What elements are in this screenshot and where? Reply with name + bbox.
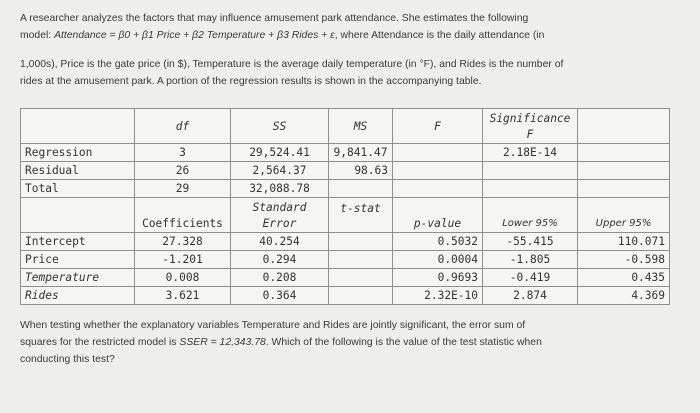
question-text bbox=[20, 317, 688, 368]
f-cell bbox=[393, 162, 483, 180]
model-equation: Attendance = β0 + β1 Price + β2 Temperature + β3 Rides + ε bbox=[54, 30, 335, 41]
p-value-cell: 0.5032 bbox=[393, 233, 483, 251]
anova-row-regression bbox=[21, 144, 670, 162]
blank-cell bbox=[578, 144, 670, 162]
coefficient-cell: 3.621 bbox=[135, 287, 231, 305]
coef-header-coefficients: Coefficients bbox=[135, 198, 231, 233]
question-line-1: When testing whether the explanatory variables Temperature and Rides are jointly significant, the error sum of bbox=[20, 320, 526, 331]
anova-header-blank-right bbox=[578, 109, 670, 144]
coef-header-t-stat: t-stat bbox=[329, 198, 393, 233]
error-label: Error bbox=[262, 217, 297, 230]
anova-row-residual bbox=[21, 162, 670, 180]
lower-95-cell: -55.415 bbox=[483, 233, 578, 251]
significance-cell bbox=[483, 162, 578, 180]
t-stat-cell bbox=[329, 287, 393, 305]
t-stat-cell bbox=[329, 233, 393, 251]
coef-header-blank bbox=[21, 198, 135, 233]
sse-restricted-value: SSER = 12,343.78 bbox=[179, 337, 266, 348]
p-value-cell: 2.32E-10 bbox=[393, 287, 483, 305]
ss-cell: 2,564.37 bbox=[231, 162, 329, 180]
upper-95-cell: 110.071 bbox=[578, 233, 670, 251]
row-label: Rides bbox=[21, 287, 135, 305]
f-cell bbox=[393, 180, 483, 198]
coef-row-intercept bbox=[21, 233, 670, 251]
problem-intro bbox=[20, 10, 688, 44]
coef-row-temperature bbox=[21, 269, 670, 287]
intro-line-4: rides at the amusement park. A portion of the regression results is shown in the accompanying table. bbox=[20, 76, 482, 87]
coefficient-cell: 27.328 bbox=[135, 233, 231, 251]
anova-header-row bbox=[21, 109, 670, 144]
anova-row-total bbox=[21, 180, 670, 198]
t-stat-cell bbox=[329, 269, 393, 287]
anova-header-ss: SS bbox=[231, 109, 329, 144]
df-cell: 29 bbox=[135, 180, 231, 198]
anova-header-df: df bbox=[135, 109, 231, 144]
ms-cell: 9,841.47 bbox=[329, 144, 393, 162]
ss-cell: 32,088.78 bbox=[231, 180, 329, 198]
anova-header-f: F bbox=[393, 109, 483, 144]
anova-header-ms: MS bbox=[329, 109, 393, 144]
question-line-2-prefix: squares for the restricted model is bbox=[20, 337, 180, 348]
significance-cell: 2.18E-14 bbox=[483, 144, 578, 162]
coefficient-cell: 0.008 bbox=[135, 269, 231, 287]
p-value-cell: 0.9693 bbox=[393, 269, 483, 287]
significance-label: Significance bbox=[489, 112, 571, 125]
f-cell bbox=[393, 144, 483, 162]
significance-cell bbox=[483, 180, 578, 198]
standard-error-cell: 0.208 bbox=[231, 269, 329, 287]
ms-cell: 98.63 bbox=[329, 162, 393, 180]
regression-results-table bbox=[20, 108, 670, 305]
model-prefix: model: bbox=[20, 30, 55, 41]
anova-header-blank bbox=[21, 109, 135, 144]
intro-line-2-suffix: , where Attendance is the daily attendance (in bbox=[334, 30, 545, 41]
row-label: Regression bbox=[21, 144, 135, 162]
t-stat-cell bbox=[329, 251, 393, 269]
blank-cell bbox=[578, 180, 670, 198]
question-line-2 bbox=[20, 334, 688, 351]
coefficient-cell: -1.201 bbox=[135, 251, 231, 269]
intro-line-2 bbox=[20, 27, 688, 44]
standard-error-cell: 40.254 bbox=[231, 233, 329, 251]
coef-header-upper-95: Upper 95% bbox=[578, 198, 670, 233]
coef-header-standard-error bbox=[231, 198, 329, 233]
df-cell: 26 bbox=[135, 162, 231, 180]
intro-line-3: 1,000s), Price is the gate price (in $), Temperature is the average daily temperature (in °F), and Rides is the number of bbox=[20, 59, 564, 70]
row-label: Total bbox=[21, 180, 135, 198]
significance-f-label: F bbox=[526, 128, 534, 141]
upper-95-cell: -0.598 bbox=[578, 251, 670, 269]
coef-header-row bbox=[21, 198, 670, 233]
lower-95-cell: -0.419 bbox=[483, 269, 578, 287]
problem-variables bbox=[20, 56, 688, 90]
question-line-2-suffix: . Which of the following is the value of the test statistic when bbox=[265, 337, 542, 348]
p-value-cell: 0.0004 bbox=[393, 251, 483, 269]
row-label: Price bbox=[21, 251, 135, 269]
row-label: Residual bbox=[21, 162, 135, 180]
lower-95-cell: -1.805 bbox=[483, 251, 578, 269]
row-label: Temperature bbox=[21, 269, 135, 287]
coef-row-rides bbox=[21, 287, 670, 305]
anova-header-significance-f bbox=[483, 109, 578, 144]
df-cell: 3 bbox=[135, 144, 231, 162]
upper-95-cell: 4.369 bbox=[578, 287, 670, 305]
standard-label: Standard bbox=[252, 201, 307, 214]
coef-row-price bbox=[21, 251, 670, 269]
lower-95-cell: 2.874 bbox=[483, 287, 578, 305]
standard-error-cell: 0.364 bbox=[231, 287, 329, 305]
ss-cell: 29,524.41 bbox=[231, 144, 329, 162]
row-label: Intercept bbox=[21, 233, 135, 251]
intro-line-1: A researcher analyzes the factors that may influence amusement park attendance. She estimates the following bbox=[20, 13, 529, 24]
question-line-3: conducting this test? bbox=[20, 354, 115, 365]
blank-cell bbox=[578, 162, 670, 180]
standard-error-cell: 0.294 bbox=[231, 251, 329, 269]
coef-header-p-value: p-value bbox=[393, 198, 483, 233]
upper-95-cell: 0.435 bbox=[578, 269, 670, 287]
ms-cell bbox=[329, 180, 393, 198]
coef-header-lower-95: Lower 95% bbox=[483, 198, 578, 233]
